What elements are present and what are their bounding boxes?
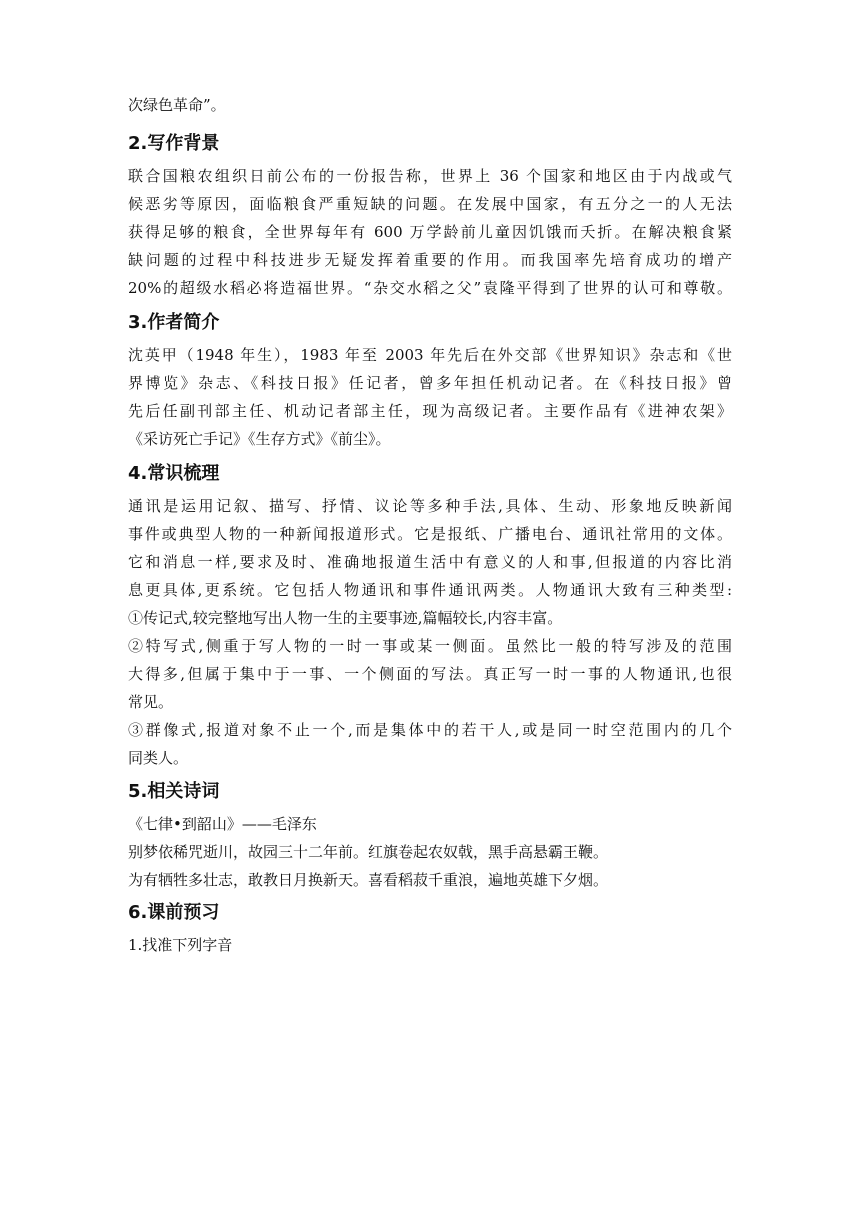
paragraph-line: 息更具体,更系统。它包括人物通讯和事件通讯两类。人物通讯大致有三种类型:	[128, 581, 732, 599]
section-heading-writing-background: 2.写作背景	[128, 133, 220, 154]
paragraph-line: ①传记式,较完整地写出人物一生的主要事迹,篇幅较长,内容丰富。	[128, 609, 563, 627]
section-heading-knowledge-review: 4.常识梳理	[128, 463, 220, 484]
paragraph-line: ③群像式,报道对象不止一个,而是集体中的若干人,或是同一时空范围内的几个	[128, 721, 732, 739]
paragraph-line: 同类人。	[128, 749, 189, 767]
paragraph-line: 界博览》杂志、《科技日报》任记者，曾多年担任机动记者。在《科技日报》曾	[128, 374, 732, 392]
paragraph-line: 沈英甲（1948 年生），1983 年至 2003 年先后在外交部《世界知识》杂志和《世	[128, 346, 732, 364]
paragraph-line: 大得多,但属于集中于一事、一个侧面的写法。真正写一时一事的人物通讯,也很	[128, 665, 732, 683]
paragraph-line: 事件或典型人物的一种新闻报道形式。它是报纸、广播电台、通讯社常用的文体。	[128, 525, 732, 543]
paragraph-line: 通讯是运用记叙、描写、抒情、议论等多种手法,具体、生动、形象地反映新闻	[128, 497, 732, 515]
paragraph-line: 《采访死亡手记》《生存方式》《前尘》。	[128, 430, 391, 448]
section-heading-author-intro: 3.作者简介	[128, 312, 220, 333]
paragraph-line: 联合国粮农组织日前公布的一份报告称，世界上 36 个国家和地区由于内战或气	[128, 167, 732, 185]
paragraph-line: ②特写式,侧重于写人物的一时一事或某一侧面。虽然比一般的特写涉及的范围	[128, 637, 732, 655]
section-heading-related-poetry: 5.相关诗词	[128, 781, 220, 802]
paragraph-line: 1.找准下列字音	[128, 936, 233, 954]
section-heading-preview: 6.课前预习	[128, 902, 220, 923]
paragraph-line: 它和消息一样,要求及时、准确地报道生活中有意义的人和事,但报道的内容比消	[128, 553, 732, 571]
poem-line: 别梦依稀咒逝川，故园三十二年前。红旗卷起农奴戟，黑手高悬霸王鞭。	[128, 843, 609, 861]
document-body	[128, 95, 732, 963]
paragraph-line: 获得足够的粮食，全世界每年有 600 万学龄前儿童因饥饿而夭折。在解决粮食紧	[128, 223, 732, 241]
poem-line: 为有牺牲多壮志，敢教日月换新天。喜看稻菽千重浪，遍地英雄下夕烟。	[128, 871, 609, 889]
paragraph-line: 20%的超级水稻必将造福世界。“杂交水稻之父”袁隆平得到了世界的认可和尊敬。	[128, 279, 732, 297]
paragraph-line: 先后任副刊部主任、机动记者部主任，现为高级记者。主要作品有《进神农架》	[128, 402, 732, 420]
poem-title: 《七律•到韶山》——毛泽东	[128, 815, 317, 833]
intro-line: 次绿色革命”。	[128, 96, 226, 114]
paragraph-line: 缺问题的过程中科技进步无疑发挥着重要的作用。而我国率先培育成功的增产	[128, 251, 732, 269]
paragraph-line: 常见。	[128, 693, 174, 711]
paragraph-line: 候恶劣等原因，面临粮食严重短缺的问题。在发展中国家，有五分之一的人无法	[128, 195, 732, 213]
